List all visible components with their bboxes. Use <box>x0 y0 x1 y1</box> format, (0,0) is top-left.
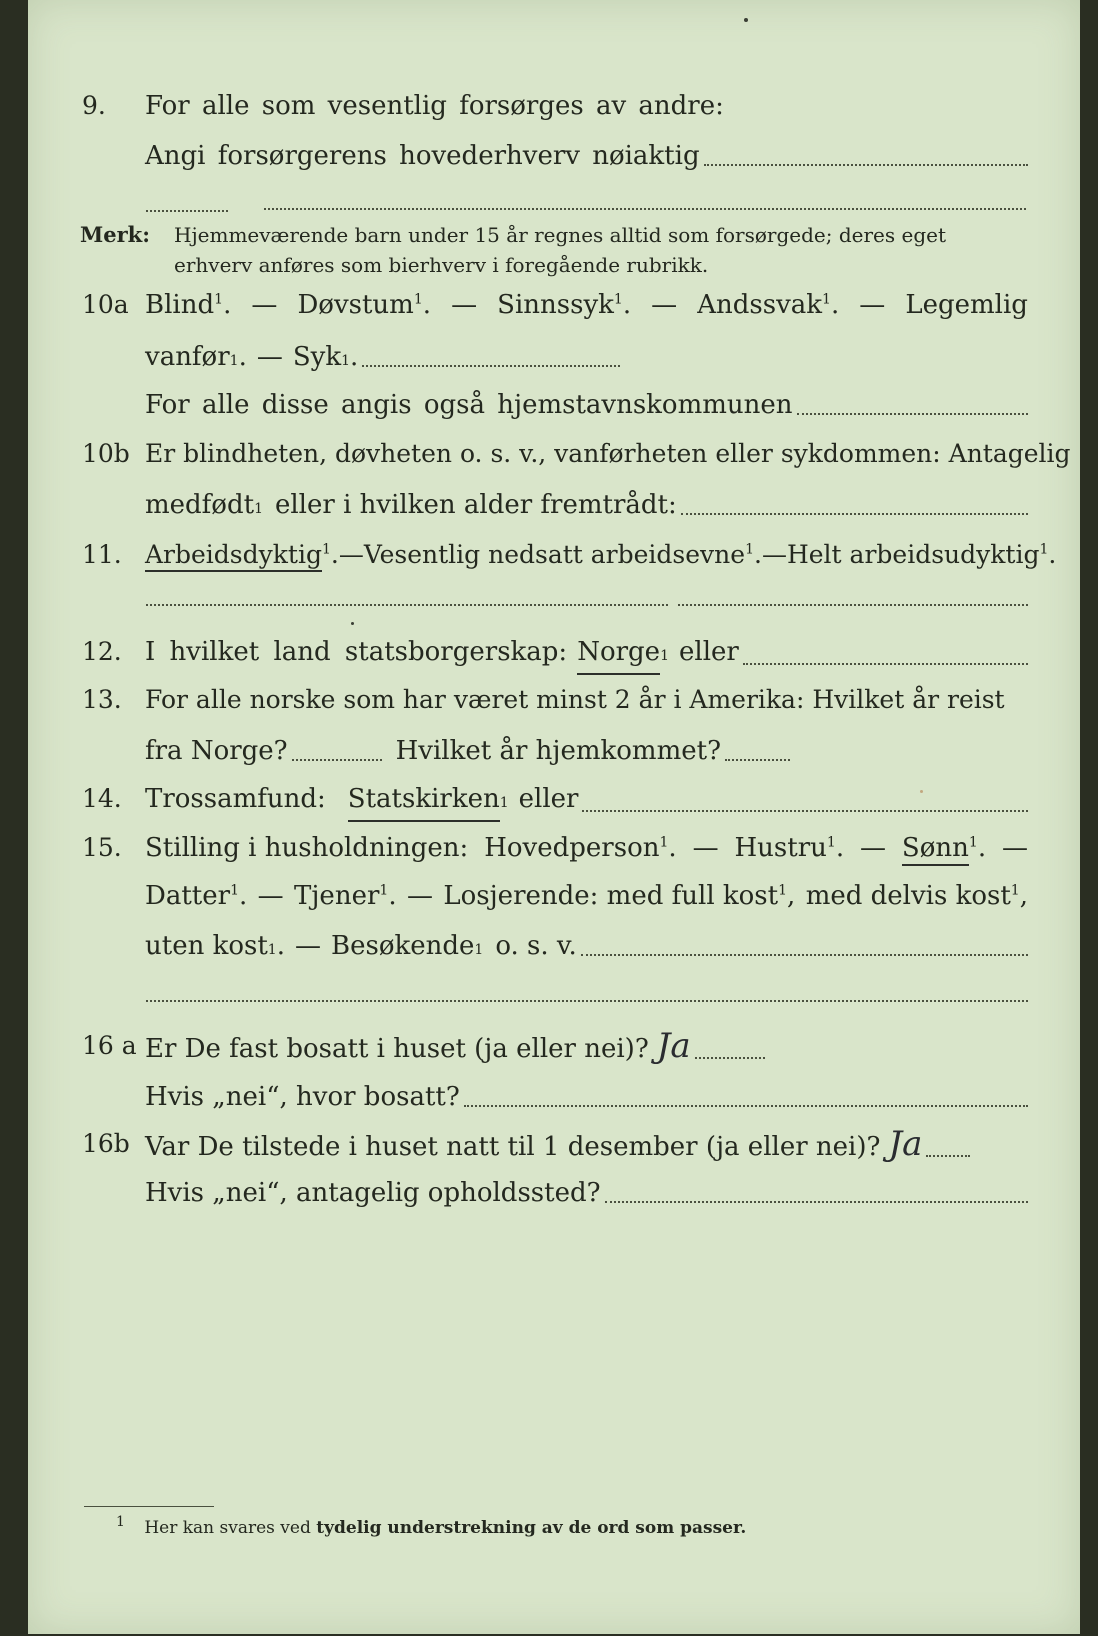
q10b-number: 10b <box>82 439 130 468</box>
q14-opt-statskirken: Statskirken <box>348 779 500 822</box>
q15-opt-besokende: Besøkende <box>330 931 475 961</box>
q16a-row-2 <box>28 1077 1080 1117</box>
q10a-opt-andssvak: Andssvak <box>697 290 823 320</box>
q10a-row-3 <box>28 385 1080 425</box>
q16b-followup-line <box>605 1201 1028 1203</box>
q14-number: 14. <box>82 784 122 813</box>
q16b-followup: Hvis „nei“, antagelig opholdssted? <box>145 1178 601 1208</box>
q10a-row-1: 10a Blind$^1$. — Døvstum$^1$. — Sinnssyk$^1$. — Andssvak$^1$. — Legemlig <box>28 285 1080 325</box>
q13-row-1 <box>28 680 1080 720</box>
q12-answer-line <box>743 663 1028 665</box>
q15-row-3: uten kost 1 . — Besøkende 1 o. s. v. <box>28 926 1080 966</box>
q15-opt-sonn: Sønn <box>902 833 969 866</box>
q16a-followup: Hvis „nei“, hvor bosatt? <box>145 1082 460 1112</box>
q10b-line2: eller i hvilken alder fremtrådt: <box>274 490 677 520</box>
census-form-page <box>28 0 1080 1634</box>
q15-row-2: Datter$^1$. — Tjener$^1$. — Losjerende: med full kost$^1$, med delvis kost$^1$, <box>145 881 1028 911</box>
q16b-row-2 <box>28 1173 1080 1213</box>
q16a-question: Er De fast bosatt i huset (ja eller nei)? <box>145 1034 649 1064</box>
q16b-row-1 <box>28 1124 1080 1164</box>
q10b-opt-medfodt: medfødt <box>145 490 255 520</box>
footnote-text-b: tydelig understrekning av de ord som passer. <box>316 1518 747 1538</box>
ink-speck <box>920 790 923 793</box>
q10a-opt-vanfor: vanfør <box>145 342 230 372</box>
q16a-answer-line <box>695 1057 765 1059</box>
ink-speck <box>744 18 748 22</box>
merk-label: Merk: <box>80 222 150 247</box>
q11-opt-arbeidsdyktig: Arbeidsdyktig <box>145 540 322 572</box>
q10a-opt-sinnssyk: Sinnssyk <box>497 290 614 320</box>
q13-hjemkommet-line <box>725 759 790 761</box>
q15-opt-hovedperson: Hovedperson <box>484 833 660 863</box>
q10a-syk-line <box>362 365 620 367</box>
q9-row-2 <box>28 136 1080 176</box>
q10a-opt-dovstum: Døvstum <box>297 290 414 320</box>
q9-answer-line-2a <box>146 210 228 212</box>
q10b-row-1 <box>28 434 1080 474</box>
ink-speck <box>351 622 354 625</box>
q9-row-1 <box>28 86 1080 126</box>
q15-opt-hustru: Hustru <box>734 833 827 863</box>
q15-osv: o. s. v. <box>495 931 577 961</box>
q13-reist: fra Norge? <box>145 736 288 766</box>
q15-number: 15. <box>82 833 122 862</box>
q11-opt-nedsatt: Vesentlig nedsatt arbeidsevne <box>363 540 746 569</box>
q10b-row-2: medfødt 1 eller i hvilken alder fremtrådt: <box>28 485 1080 525</box>
q15-opt-uten-kost: uten kost <box>145 931 268 961</box>
footnote <box>116 1516 746 1540</box>
q10a-opt-syk: Syk <box>292 342 342 372</box>
q12-eller: eller <box>679 637 739 667</box>
q9-answer-line-2b <box>264 208 1026 210</box>
q16a-handwritten-answer: Ja <box>656 1026 691 1066</box>
q13-hjemkommet: Hvilket år hjemkommet? <box>395 736 722 766</box>
q10a-opt-legemlig: Legemlig <box>905 290 1028 320</box>
q11-answer-line-a <box>146 604 668 606</box>
footnote-text-a: Her kan svares ved <box>144 1518 311 1538</box>
q10a-kommune-line <box>797 413 1028 415</box>
q12-opt-norge: Norge <box>577 632 660 675</box>
q10b-answer-line <box>681 513 1028 515</box>
q15-row-1: 15. Stilling i husholdningen: Hovedperson$^1$. — Hustru$^1$. — Sønn$^1$. — <box>28 828 1080 868</box>
q13-row-2 <box>28 731 1080 771</box>
q14-answer-line <box>582 810 1028 812</box>
q11-number: 11. <box>82 540 122 569</box>
q14-eller: eller <box>518 784 579 814</box>
q16a-row-1 <box>28 1026 1080 1066</box>
q15-opt-delvis-kost: med delvis kost <box>805 881 1011 911</box>
q9-number: 9. <box>82 91 106 120</box>
q16b-answer-line <box>926 1155 970 1157</box>
q14-text: Trossamfund: <box>145 784 326 814</box>
footnote-rule <box>84 1506 214 1507</box>
q10a-number: 10a <box>82 290 129 319</box>
merk-text: Hjemmeværende barn under 15 år regnes alltid som forsørgede; deres eget erhverv anføres som bierhverv i foregående rubrikk. <box>174 223 946 277</box>
q15-opt-tjener: Tjener <box>294 881 380 911</box>
q10a-line3: For alle disse angis også hjemstavnskommunen <box>145 390 793 420</box>
q16b-question: Var De tilstede i huset natt til 1 desember (ja eller nei)? <box>145 1132 881 1162</box>
q16a-followup-line <box>464 1105 1028 1107</box>
footnote-mark: 1 <box>116 1514 125 1531</box>
q12-text: I hvilket land statsborgerskap: <box>145 637 568 667</box>
q13-reist-line <box>292 759 382 761</box>
q16a-number: 16 a <box>82 1031 137 1060</box>
q9-line1: For alle som vesentlig forsørges av andre: <box>145 91 724 121</box>
q11-row: 11. Arbeidsdyktig$^1$. — Vesentlig nedsatt arbeidsevne$^1$. — Helt arbeidsudyktig$^1$. <box>28 535 1080 575</box>
q11-answer-line-b <box>678 604 1028 606</box>
q14-row: 14. Trossamfund: Statskirken 1 eller <box>28 779 1080 819</box>
q12-number: 12. <box>82 637 122 666</box>
q15-opt-full-kost: Losjerende: med full kost <box>443 881 779 911</box>
q15-answer-line <box>581 954 1028 956</box>
q15-opt-datter: Datter <box>145 881 231 911</box>
q16b-number: 16b <box>82 1129 130 1158</box>
q10a-opt-blind: Blind <box>145 290 215 320</box>
q9-line2: Angi forsørgerens hovederhverv nøiaktig <box>145 141 700 171</box>
q10b-line1: Er blindheten, døvheten o. s. v., vanførheten eller sykdommen: Antagelig <box>145 439 1071 468</box>
q15-text: Stilling i husholdningen: <box>145 833 469 863</box>
q10a-row-2: vanfør 1 . — Syk 1 . <box>28 337 1080 377</box>
q11-opt-udyktig: Helt arbeidsudyktig <box>786 540 1040 569</box>
q9-answer-line <box>704 164 1028 166</box>
q16b-handwritten-answer: Ja <box>888 1124 923 1164</box>
q15-answer-line-2 <box>146 1000 1028 1002</box>
q13-number: 13. <box>82 685 122 714</box>
q12-row: 12. I hvilket land statsborgerskap: Norge 1 eller <box>28 632 1080 672</box>
q13-line1: For alle norske som har været minst 2 år i Amerika: Hvilket år reist <box>145 685 1005 714</box>
